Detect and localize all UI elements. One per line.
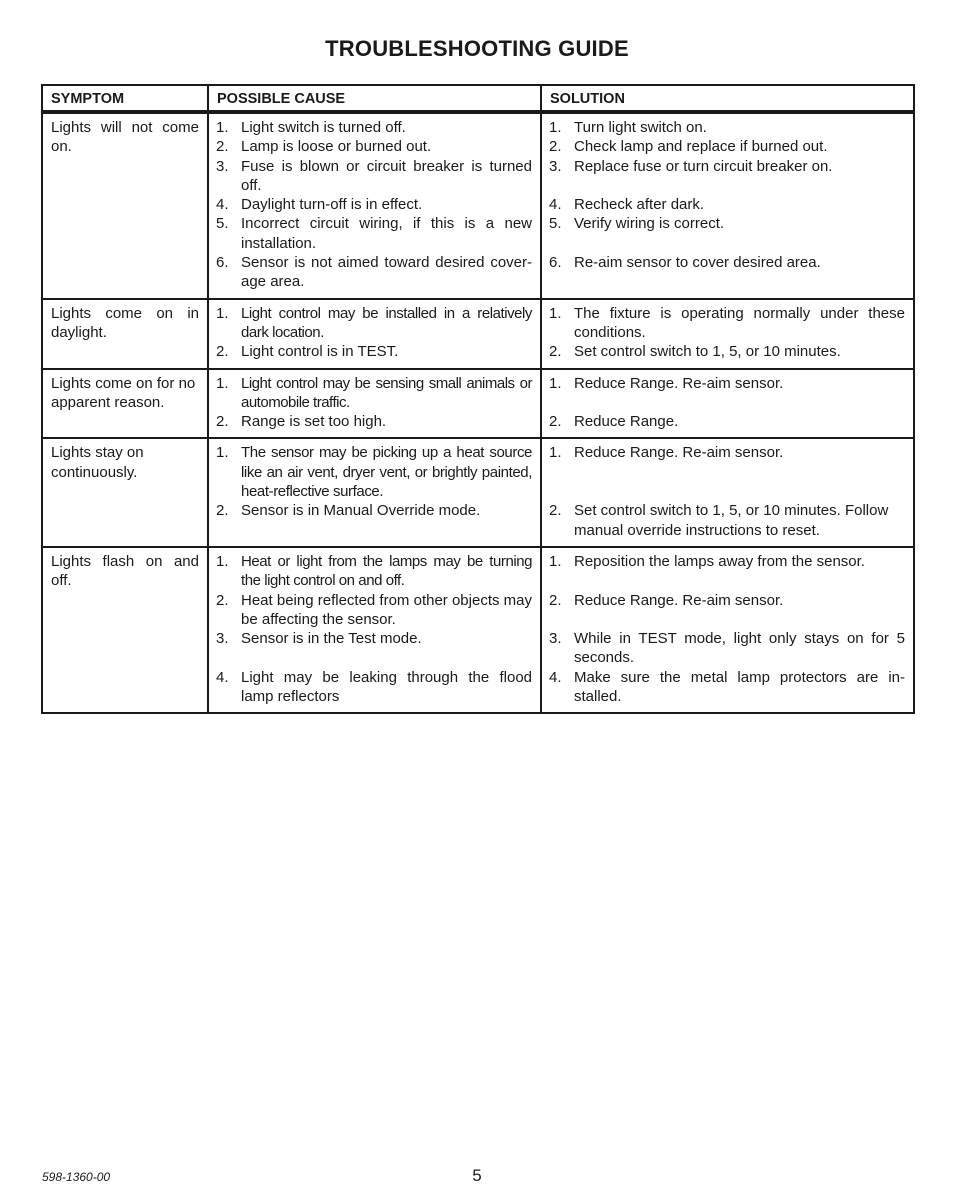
- solution-item: 5. Verify wiring is correct.: [549, 215, 725, 233]
- solutions-cell: [541, 112, 914, 299]
- table-row: [42, 547, 914, 713]
- solution-item: 1. Reduce Range. Re-aim sensor.: [549, 374, 784, 392]
- cause-item: 1. Heat or light from the lamps may be turning the light control on and off.: [216, 552, 532, 590]
- cause-item: 1. Light control may be sensing small animals or automobile traffic.: [216, 374, 532, 411]
- page-number: 5: [472, 1166, 482, 1185]
- causes-cell: [208, 547, 541, 713]
- symptom-cell: Lights flash on and off.: [42, 547, 208, 713]
- table-header-row: [42, 85, 914, 112]
- cause-item: 2. Lamp is loose or burned out.: [216, 138, 432, 156]
- solution-item: 1. Reduce Range. Re-aim sensor.: [549, 444, 784, 462]
- solution-item: 6. Re-aim sensor to cover desired area.: [549, 254, 821, 272]
- causes-cell: [208, 299, 541, 369]
- solution-item: 1. Reposition the lamps away from the sensor.: [549, 552, 865, 570]
- header-solution: SOLUTION: [541, 85, 914, 112]
- table-row: [42, 299, 914, 369]
- cause-item: 5. Incorrect circuit wiring, if this is a new installation.: [216, 215, 532, 252]
- cause-item: 4. Daylight turn-off is in effect.: [216, 196, 423, 214]
- solution-item: 3. While in TEST mode, light only stays on for 5 seconds.: [549, 630, 905, 667]
- troubleshooting-table: [41, 84, 915, 714]
- solution-item: 4. Recheck after dark.: [549, 196, 705, 214]
- solution-item: 2. Set control switch to 1, 5, or 10 minutes.: [549, 343, 841, 361]
- cause-item: 1. Light control may be installed in a relatively dark location.: [216, 304, 532, 341]
- solution-item: 2. Reduce Range.: [549, 413, 679, 431]
- solution-item: 2. Set control switch to 1, 5, or 10 minutes. Follow manual override instructions to reset.: [549, 502, 889, 539]
- cause-item: 3. Fuse is blown or circuit breaker is turned off.: [216, 157, 532, 194]
- header-possible-cause: POSSIBLE CAUSE: [208, 85, 541, 112]
- solution-item: 2. Reduce Range. Re-aim sensor.: [549, 591, 784, 609]
- solution-item: 4. Make sure the metal lamp protectors are in-stalled.: [549, 668, 905, 706]
- solutions-cell: [541, 438, 914, 546]
- solution-item: 1. Turn light switch on.: [549, 119, 707, 136]
- table-row: [42, 112, 914, 299]
- symptom-cell: Lights come on in daylight.: [42, 299, 208, 369]
- cause-item: 3. Sensor is in the Test mode.: [216, 630, 422, 648]
- cause-item: 2. Light control is in TEST.: [216, 343, 399, 361]
- causes-cell: [208, 369, 541, 439]
- solutions-cell: [541, 547, 914, 713]
- table-row: [42, 369, 914, 439]
- cause-item: 1. The sensor may be picking up a heat source like an air vent, dryer vent, or brightly painted, heat-reflective surface.: [216, 444, 532, 501]
- solution-item: 1. The fixture is operating normally under these conditions.: [549, 304, 905, 341]
- causes-cell: [208, 438, 541, 546]
- causes-cell: [208, 112, 541, 299]
- symptom-cell: Lights will not come on.: [42, 112, 208, 299]
- document-code: 598-1360-00: [42, 1170, 111, 1184]
- header-symptom: SYMPTOM: [42, 85, 208, 112]
- cause-item: 2. Sensor is in Manual Override mode.: [216, 502, 481, 520]
- symptom-cell: Lights come on for no apparent reason.: [42, 369, 208, 439]
- solution-item: 2. Check lamp and replace if burned out.: [549, 138, 828, 156]
- solutions-cell: [541, 299, 914, 369]
- table-row: [42, 438, 914, 546]
- cause-item: 2. Range is set too high.: [216, 413, 387, 431]
- solution-item: 3. Replace fuse or turn circuit breaker on.: [549, 157, 833, 175]
- cause-item: 2. Heat being reflected from other objects may be affecting the sensor.: [216, 591, 532, 628]
- solutions-cell: [541, 369, 914, 439]
- cause-item: 1. Light switch is turned off.: [216, 119, 406, 136]
- cause-item: 6. Sensor is not aimed toward desired cover-age area.: [216, 254, 532, 291]
- page-title: TROUBLESHOOTING GUIDE: [325, 36, 629, 61]
- symptom-cell: Lights stay on continuously.: [42, 438, 208, 546]
- cause-item: 4. Light may be leaking through the flood lamp reflectors: [216, 668, 532, 706]
